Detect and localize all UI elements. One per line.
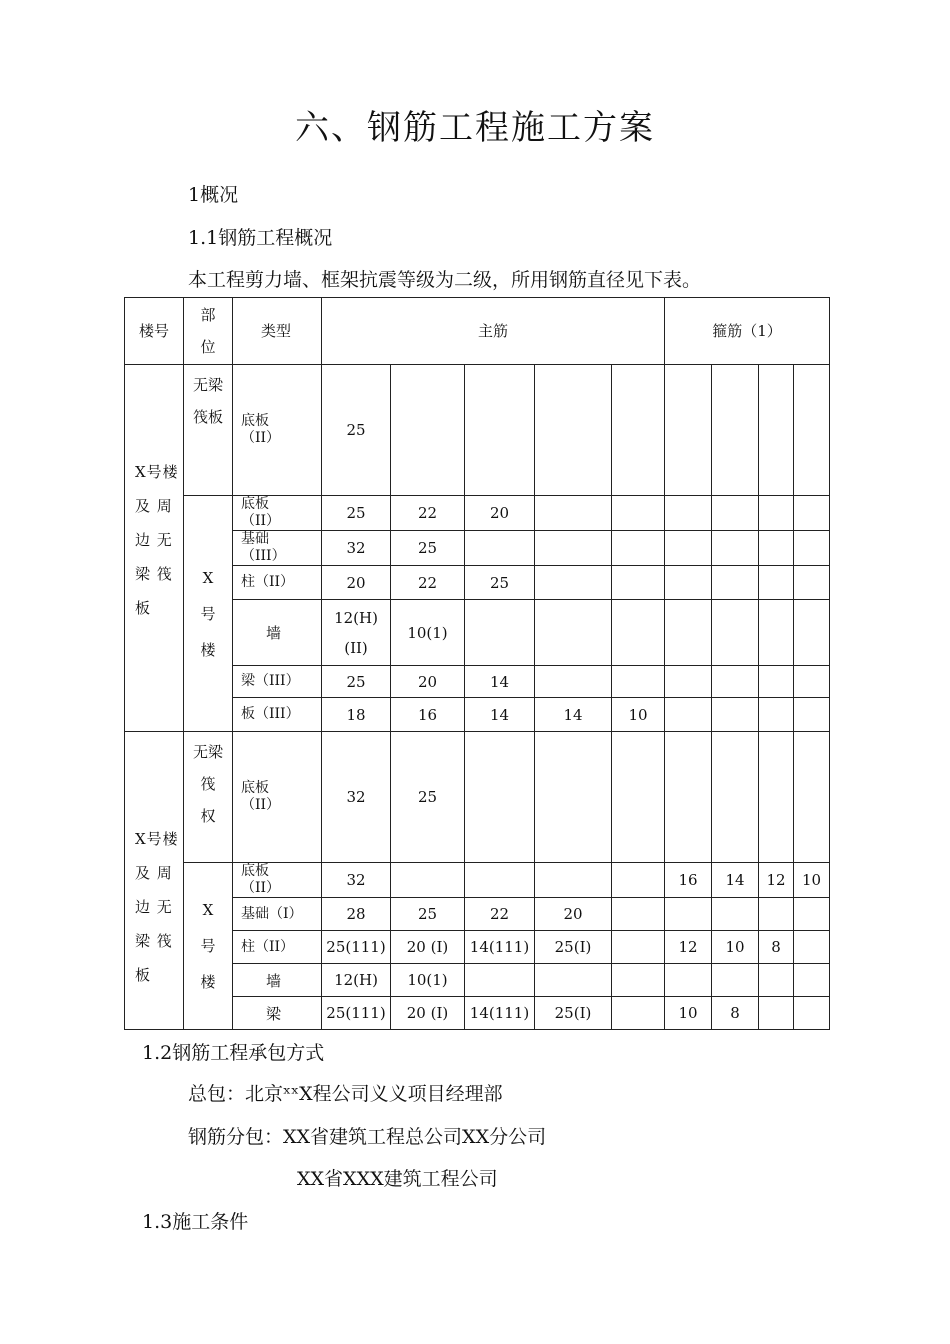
header-stirrup: 箍筋（1） [665, 298, 830, 365]
type-cell: 底板 （II） [233, 496, 322, 531]
stirrup-cell [712, 566, 759, 600]
stirrup-cell [712, 531, 759, 566]
stirrup-cell [794, 566, 830, 600]
building-cell: X号楼 及 周 边 无 梁 筏 板 [125, 732, 184, 1030]
stirrup-cell [665, 365, 712, 496]
main-rebar-cell [535, 566, 612, 600]
stirrup-cell [712, 698, 759, 732]
main-rebar-cell: 20 (I) [391, 997, 465, 1030]
main-rebar-cell [465, 964, 535, 997]
part-cell: 无梁 筏板 [184, 365, 233, 496]
stirrup-cell [665, 698, 712, 732]
main-rebar-cell: 32 [322, 531, 391, 566]
stirrup-cell [794, 531, 830, 566]
stirrup-cell [759, 666, 794, 698]
stirrup-cell: 16 [665, 863, 712, 898]
stirrup-cell [759, 566, 794, 600]
type-cell: 基础（I） [233, 898, 322, 931]
header-part: 部 位 [184, 298, 233, 365]
stirrup-cell: 8 [759, 931, 794, 964]
intro-paragraph: 本工程剪力墙、框架抗震等级为二级，所用钢筋直径见下表。 [188, 269, 702, 291]
stirrup-cell [794, 898, 830, 931]
main-rebar-cell: 12(H) [322, 964, 391, 997]
stirrup-cell [759, 496, 794, 531]
main-rebar-cell: 10(1) [391, 964, 465, 997]
header-building: 楼号 [125, 298, 184, 365]
main-rebar-cell [535, 365, 612, 496]
main-rebar-cell [612, 931, 665, 964]
subsection-1-2-heading: 1.2钢筋工程承包方式 [142, 1042, 325, 1064]
page-title: 六、钢筋工程施工方案 [295, 108, 655, 148]
header-main-rebar: 主筋 [322, 298, 665, 365]
main-rebar-cell [465, 732, 535, 863]
main-rebar-cell: 22 [391, 496, 465, 531]
stirrup-cell [794, 666, 830, 698]
general-contractor-line: 总包：北京ˣˣX程公司义义项目经理部 [188, 1083, 503, 1105]
type-cell: 基础 （III） [233, 531, 322, 566]
stirrup-cell [665, 531, 712, 566]
part-cell: X 号 楼 [184, 863, 233, 1030]
stirrup-cell [759, 997, 794, 1030]
part-cell: 无梁 筏 权 [184, 732, 233, 863]
main-rebar-cell: 14(111) [465, 997, 535, 1030]
main-rebar-cell: 20 [391, 666, 465, 698]
stirrup-cell [665, 666, 712, 698]
main-rebar-cell [535, 666, 612, 698]
stirrup-cell [665, 964, 712, 997]
main-rebar-cell: 10(1) [391, 600, 465, 666]
part-cell: X 号 楼 [184, 496, 233, 732]
main-rebar-cell: 25 [322, 496, 391, 531]
main-rebar-cell [535, 863, 612, 898]
stirrup-cell: 12 [665, 931, 712, 964]
main-rebar-cell: 14(111) [465, 931, 535, 964]
main-rebar-cell [465, 600, 535, 666]
main-rebar-cell: 20 [465, 496, 535, 531]
stirrup-cell [794, 931, 830, 964]
stirrup-cell: 8 [712, 997, 759, 1030]
stirrup-cell [794, 964, 830, 997]
main-rebar-cell: 18 [322, 698, 391, 732]
rebar-subcontractor-line-1: 钢筋分包：XX省建筑工程总公司XX分公司 [188, 1126, 547, 1148]
stirrup-cell: 14 [712, 863, 759, 898]
main-rebar-cell [612, 566, 665, 600]
section-overview-heading: 1概况 [188, 184, 239, 206]
type-cell: 板（III） [233, 698, 322, 732]
main-rebar-cell [535, 531, 612, 566]
main-rebar-cell [535, 600, 612, 666]
subsection-1-1-heading: 1.1钢筋工程概况 [188, 227, 333, 249]
stirrup-cell [794, 600, 830, 666]
stirrup-cell: 10 [712, 931, 759, 964]
main-rebar-cell: 25(111) [322, 997, 391, 1030]
stirrup-cell [759, 531, 794, 566]
type-cell: 底板 （II） [233, 365, 322, 496]
stirrup-cell [794, 365, 830, 496]
stirrup-cell [759, 964, 794, 997]
main-rebar-cell: 20 [322, 566, 391, 600]
main-rebar-cell [535, 732, 612, 863]
main-rebar-cell: 32 [322, 732, 391, 863]
rebar-diameter-table [124, 297, 830, 1030]
main-rebar-cell: 25 [322, 666, 391, 698]
main-rebar-cell: 10 [612, 698, 665, 732]
main-rebar-cell [612, 863, 665, 898]
main-rebar-cell [612, 964, 665, 997]
main-rebar-cell [465, 863, 535, 898]
main-rebar-cell [391, 365, 465, 496]
stirrup-cell [712, 365, 759, 496]
type-cell: 墙 [233, 964, 322, 997]
building-cell: X号楼 及 周 边 无 梁 筏 板 [125, 365, 184, 732]
stirrup-cell [794, 496, 830, 531]
rebar-subcontractor-line-2: XX省XXX建筑工程公司 [297, 1168, 498, 1190]
main-rebar-cell: 25 [322, 365, 391, 496]
stirrup-cell [665, 732, 712, 863]
main-rebar-cell: 12(H) (II) [322, 600, 391, 666]
stirrup-cell [759, 732, 794, 863]
stirrup-cell [712, 898, 759, 931]
main-rebar-cell: 25 [391, 531, 465, 566]
main-rebar-cell [465, 531, 535, 566]
main-rebar-cell: 32 [322, 863, 391, 898]
stirrup-cell [759, 365, 794, 496]
stirrup-cell [712, 732, 759, 863]
type-cell: 柱（II） [233, 566, 322, 600]
main-rebar-cell [391, 863, 465, 898]
stirrup-cell [794, 732, 830, 863]
main-rebar-cell [612, 600, 665, 666]
main-rebar-cell: 14 [465, 698, 535, 732]
main-rebar-cell [612, 666, 665, 698]
stirrup-cell [712, 496, 759, 531]
stirrup-cell: 10 [794, 863, 830, 898]
type-cell: 底板 （II） [233, 732, 322, 863]
stirrup-cell [712, 666, 759, 698]
main-rebar-cell: 25 [465, 566, 535, 600]
main-rebar-cell [465, 365, 535, 496]
type-cell: 墙 [233, 600, 322, 666]
stirrup-cell [759, 600, 794, 666]
stirrup-cell [759, 698, 794, 732]
main-rebar-cell [535, 496, 612, 531]
main-rebar-cell [535, 964, 612, 997]
main-rebar-cell: 14 [465, 666, 535, 698]
main-rebar-cell: 20 (I) [391, 931, 465, 964]
stirrup-cell [794, 997, 830, 1030]
main-rebar-cell: 16 [391, 698, 465, 732]
main-rebar-cell [612, 531, 665, 566]
type-cell: 底板 （II） [233, 863, 322, 898]
main-rebar-cell: 22 [465, 898, 535, 931]
main-rebar-cell: 20 [535, 898, 612, 931]
type-cell: 梁（III） [233, 666, 322, 698]
stirrup-cell [759, 898, 794, 931]
type-cell: 梁 [233, 997, 322, 1030]
main-rebar-cell: 25 [391, 898, 465, 931]
main-rebar-cell: 25(I) [535, 997, 612, 1030]
header-type: 类型 [233, 298, 322, 365]
stirrup-cell [665, 496, 712, 531]
type-cell: 柱（II） [233, 931, 322, 964]
main-rebar-cell [612, 732, 665, 863]
main-rebar-cell [612, 365, 665, 496]
stirrup-cell [794, 698, 830, 732]
main-rebar-cell: 25 [391, 732, 465, 863]
stirrup-cell: 12 [759, 863, 794, 898]
main-rebar-cell [612, 496, 665, 531]
main-rebar-cell: 25(111) [322, 931, 391, 964]
stirrup-cell: 10 [665, 997, 712, 1030]
stirrup-cell [665, 566, 712, 600]
stirrup-cell [665, 898, 712, 931]
main-rebar-cell [612, 997, 665, 1030]
main-rebar-cell: 25(I) [535, 931, 612, 964]
main-rebar-cell: 14 [535, 698, 612, 732]
stirrup-cell [712, 964, 759, 997]
main-rebar-cell [612, 898, 665, 931]
main-rebar-cell: 28 [322, 898, 391, 931]
main-rebar-cell: 22 [391, 566, 465, 600]
subsection-1-3-heading: 1.3施工条件 [142, 1211, 249, 1233]
stirrup-cell [665, 600, 712, 666]
stirrup-cell [712, 600, 759, 666]
